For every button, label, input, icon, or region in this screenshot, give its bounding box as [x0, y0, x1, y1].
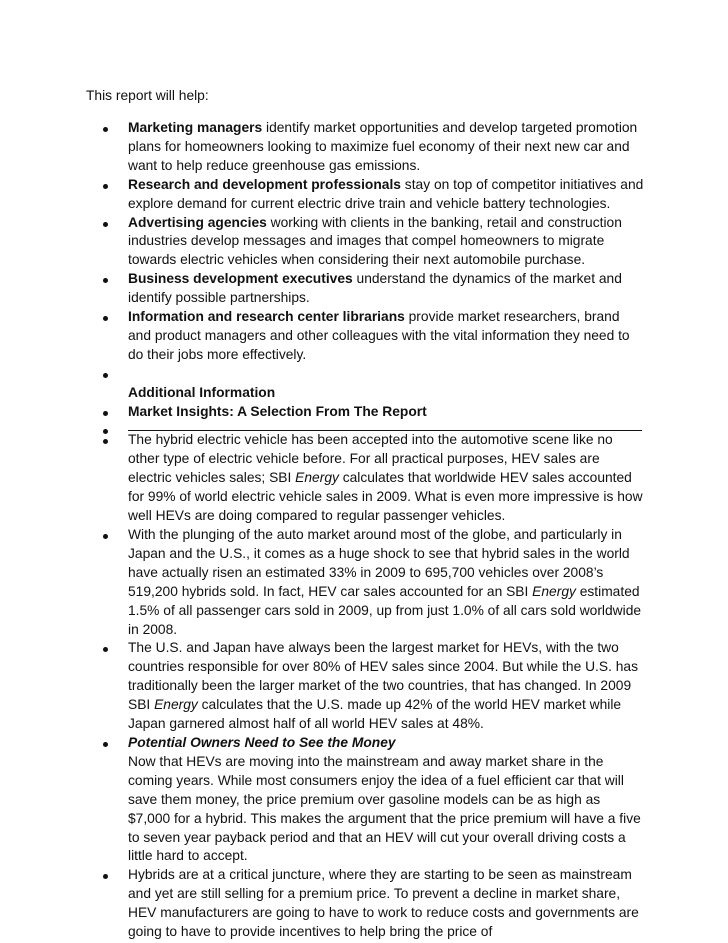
subheading: Potential Owners Need to See the Money: [128, 734, 396, 750]
list-item: [0, 403, 728, 422]
insight-text: Now that HEVs are moving into the mainstream and away market share in the coming years. While most consumers enjoy the idea of a fuel efficient car that will save them money, the price premium over gasoline models can be as high as $7,000 for a hybrid. This makes the argument that the price premium will have a five to seven year payback period and that an HEV will cut your overall driving costs a little hard to accept.: [128, 753, 641, 864]
audience-title: Advertising agencies: [128, 214, 267, 230]
insight-text: Hybrids are at a critical juncture, where they are starting to be seen as mainstream and yet are still selling for a premium price. To prevent a decline in market share, HEV manufacturers are going to have to work to reduce costs and governments are going to have to provide incentives to help bring the price of: [128, 867, 639, 940]
horizontal-rule: [128, 421, 642, 431]
brand-italic: Energy: [295, 470, 339, 486]
audience-title: Information and research center librarians: [128, 309, 405, 325]
list-item: [0, 526, 728, 639]
bullet-icon: [103, 439, 108, 444]
list-item: [0, 119, 728, 176]
bullet-icon: [103, 874, 108, 879]
insights-heading: Market Insights: A Selection From The Report: [128, 403, 427, 419]
empty-line: [128, 365, 644, 384]
bullet-icon: [103, 373, 108, 378]
list-item: [0, 421, 728, 431]
audience-title: Research and development professionals: [128, 176, 401, 192]
bullet-icon: [103, 316, 108, 321]
audience-title: Marketing managers: [128, 120, 263, 135]
bullet-icon: [103, 222, 108, 227]
bullet-icon: [103, 534, 108, 539]
intro-text: This report will help:: [86, 88, 209, 103]
list-item: [0, 176, 728, 214]
insight-text: calculates that the U.S. made up 42% of the world HEV market while Japan garnered almost half of all world HEV sales at 48%.: [128, 697, 622, 732]
audience-title: Business development executives: [128, 271, 353, 287]
bullet-icon: [103, 647, 108, 652]
audience-text: identify market opportunities and develop targeted promotion plans for homeowners looking to maximize fuel economy of their next new car and want to help reduce greenhouse gas emissions.: [128, 120, 638, 173]
list-item: [0, 639, 728, 734]
audience-text: working with clients in the banking, retail and construction industries develop messages and images that compel homeowners to migrate towards electric vehicles when considering their next automobile purchase.: [128, 214, 622, 268]
list-item: [0, 214, 728, 271]
list-item: [0, 270, 728, 308]
list-item: [0, 384, 728, 403]
insight-text: calculates that worldwide HEV sales accounted for 99% of world electric vehicle sales in 2009. What is even more impressive is how well HEVs are doing compared to regular passenger vehicles.: [128, 470, 643, 524]
additional-info-heading: Additional Information: [128, 384, 276, 400]
list-item: [0, 431, 728, 526]
bullet-icon: [103, 278, 108, 283]
list-item: [0, 734, 728, 866]
list-item: [0, 308, 728, 365]
audience-text: provide market researchers, brand and product managers and other colleagues with the vital information they need to do their jobs more effectively.: [128, 309, 630, 362]
list-item: [0, 866, 728, 942]
bullet-icon: [103, 411, 108, 416]
bullet-icon: [103, 127, 108, 132]
audience-text: stay on top of competitor initiatives and explore demand for current electric drive train and vehicle battery technologies.: [128, 176, 644, 211]
bullet-icon: [103, 742, 108, 747]
insight-text: estimated 1.5% of all passenger cars sold in 2009, up from just 1.0% of all cars sold worldwide in 2008.: [128, 583, 642, 637]
insight-text: The hybrid electric vehicle has been accepted into the automotive scene like no other type of electric vehicle before. For all practical purposes, HEV sales are electric vehicles sales; SBI: [128, 432, 613, 486]
insight-text: With the plunging of the auto market around most of the globe, and particularly in Japan and the U.S., it comes as a huge shock to see that hybrid sales in the world have actually risen an estimated 33% in 2009 to 695,700 vehicles over 2008’s 519,200 hybrids sold. In fact, HEV car sales accounted for an SBI: [128, 527, 630, 599]
brand-italic: Energy: [532, 583, 576, 599]
bullet-icon: [103, 184, 108, 189]
insight-text: The U.S. and Japan have always been the largest market for HEVs, with the two countries responsible for over 80% of HEV sales since 2004. But while the U.S. has traditionally been the larger market of the two countries, that has changed. In 2009 SBI: [128, 640, 638, 713]
audience-text: understand the dynamics of the market and identify possible partnerships.: [128, 271, 622, 306]
brand-italic: Energy: [154, 697, 198, 713]
bullet-list: [0, 119, 728, 942]
list-item: [0, 365, 728, 384]
